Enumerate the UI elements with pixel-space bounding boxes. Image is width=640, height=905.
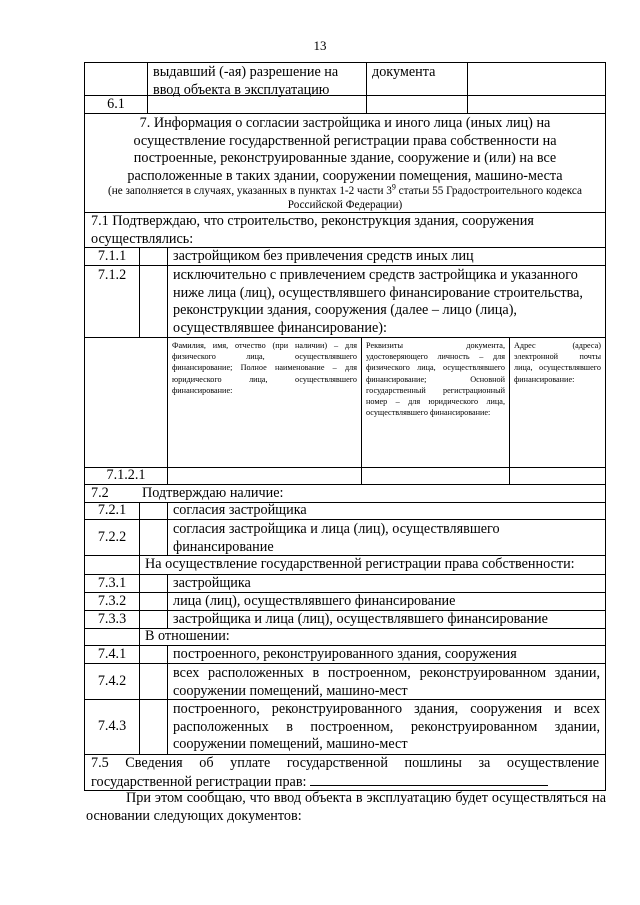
registration-header-row <box>84 556 606 575</box>
row-number: 7.4.2 <box>97 672 127 689</box>
row-7-1-2 <box>84 266 606 338</box>
table-row-6-1 <box>84 96 606 114</box>
registration-label: На осуществление государственной регистрации права собственности: <box>139 556 605 574</box>
document-label: документа <box>366 63 467 95</box>
financier-name-header: Фамилия, имя, отчество (при наличии) – для физического лица, осуществлявшего финансирование; Полное наименование – для юридического лица, осуществлявшего финансирование: <box>167 338 361 467</box>
option-label: исключительно с привлечением средств застройщика и указанного ниже лица (лиц), осуществлявшего финансирование строительства, реконструкции здания, сооружения (далее – лицо (лица), осуществлявшее финансирование): <box>167 266 605 337</box>
checkbox-7-2-2[interactable] <box>139 520 167 555</box>
section-7-heading <box>84 114 606 213</box>
fee-input-line[interactable] <box>310 773 548 786</box>
empty-cell[interactable] <box>467 96 605 113</box>
row-number: 7.2.1 <box>97 502 127 519</box>
fee-label: 7.5 Сведения об уплате государственной пошлины за осуществление государственной регистрации прав: <box>91 755 599 790</box>
row-7-4-2 <box>84 664 606 700</box>
empty-cell[interactable] <box>366 96 467 113</box>
row-7-1: 7.1 Подтверждаю, что строительство, реконструкция здания, сооружения осуществлялись: <box>84 213 606 248</box>
checkbox-7-2-1[interactable] <box>139 503 167 519</box>
row-7-2-2 <box>84 520 606 556</box>
financier-id-field[interactable] <box>361 468 509 484</box>
issuer-label: выдавший (-ая) разрешение на ввод объекта в эксплуатацию <box>147 63 366 95</box>
table-row <box>84 62 606 96</box>
row-7-5 <box>84 755 606 791</box>
checkbox-7-4-2[interactable] <box>139 664 167 699</box>
checkbox-7-4-1[interactable] <box>139 646 167 663</box>
row-label: Подтверждаю наличие: <box>142 485 284 501</box>
row-number: 7.4.1 <box>97 645 127 662</box>
page-number: 13 <box>313 38 327 53</box>
row-number: 7.1.1 <box>97 247 127 264</box>
row-7-3-2 <box>84 593 606 611</box>
option-label: застройщиком без привлечения средств иных лиц <box>167 248 605 265</box>
option-label: построенного, реконструированного здания, сооружения <box>167 646 605 663</box>
row-7-4-1 <box>84 646 606 664</box>
option-label: лица (лиц), осуществлявшего финансирование <box>167 593 605 610</box>
financier-email-header: Адрес (адреса) электронной почты лица, осуществлявшего финансирование: <box>509 338 605 467</box>
footer-paragraph: При этом сообщаю, что ввод объекта в эксплуатацию будет осуществляться на основании следующих документов: <box>86 790 606 824</box>
option-label: всех расположенных в построенном, реконструированном здании, сооружении помещений, машино-мест <box>167 664 605 699</box>
application-form-table <box>84 62 606 791</box>
checkbox-7-1-2[interactable] <box>139 266 167 337</box>
option-label: застройщика <box>167 575 605 592</box>
row-number: 7.3.3 <box>97 610 127 627</box>
option-label: построенного, реконструированного здания, сооружения и всех расположенных в построенном, реконструированном здании, сооружении помещений, машино-мест <box>167 700 605 754</box>
checkbox-7-3-1[interactable] <box>139 575 167 592</box>
financier-email-field[interactable] <box>509 468 605 484</box>
row-number: 7.3.1 <box>97 574 127 591</box>
empty-cell[interactable] <box>147 96 366 113</box>
financier-id-header: Реквизиты документа, удостоверяющего личность – для физического лица, осуществлявшего финансирование; Основной государственный регистрационный номер – для юридического лица, осуществлявшего финансирование: <box>361 338 509 467</box>
option-label: согласия застройщика и лица (лиц), осуществлявшего финансирование <box>167 520 605 555</box>
checkbox-7-3-2[interactable] <box>139 593 167 610</box>
section-title: 7. Информация о согласии застройщика и иного лица (иных лиц) на осуществление государственной регистрации права собственности на построенные, реконструированные здание, сооружение и (или) на все расположенные в таких здании, сооружении помещения, машино-места <box>127 115 563 184</box>
row-number: 7.2 <box>91 485 109 501</box>
row-7-3-1 <box>84 575 606 593</box>
option-label: застройщика и лица (лиц), осуществлявшего финансирование <box>167 611 605 628</box>
row-number: 7.4.3 <box>97 718 127 735</box>
checkbox-7-1-1[interactable] <box>139 248 167 265</box>
row-7-2-1 <box>84 503 606 520</box>
row-7-1-1 <box>84 248 606 266</box>
checkbox-7-4-3[interactable] <box>139 700 167 754</box>
option-label: согласия застройщика <box>167 503 605 519</box>
row-7-2 <box>84 485 606 503</box>
row-7-4-3 <box>84 700 606 755</box>
row-number: 7.2.2 <box>97 528 127 545</box>
row-7-3-3 <box>84 611 606 629</box>
section-note: (не заполняется в случаях, указанных в пунктах 1-2 части $3^9$ статьи 55 Градостроительного кодекса Российской Федерации) <box>108 182 582 211</box>
row-number: 7.3.2 <box>97 592 127 609</box>
financier-name-field[interactable] <box>167 468 361 484</box>
checkbox-7-3-3[interactable] <box>139 611 167 628</box>
row-number: 7.1.2 <box>97 267 127 283</box>
financier-header-row <box>84 338 606 468</box>
row-number: 7.1.2.1 <box>106 467 146 484</box>
row-7-1-2-1 <box>84 468 606 485</box>
relation-header-row <box>84 629 606 646</box>
row-number: 6.1 <box>107 95 125 112</box>
relation-label: В отношении: <box>139 629 605 645</box>
